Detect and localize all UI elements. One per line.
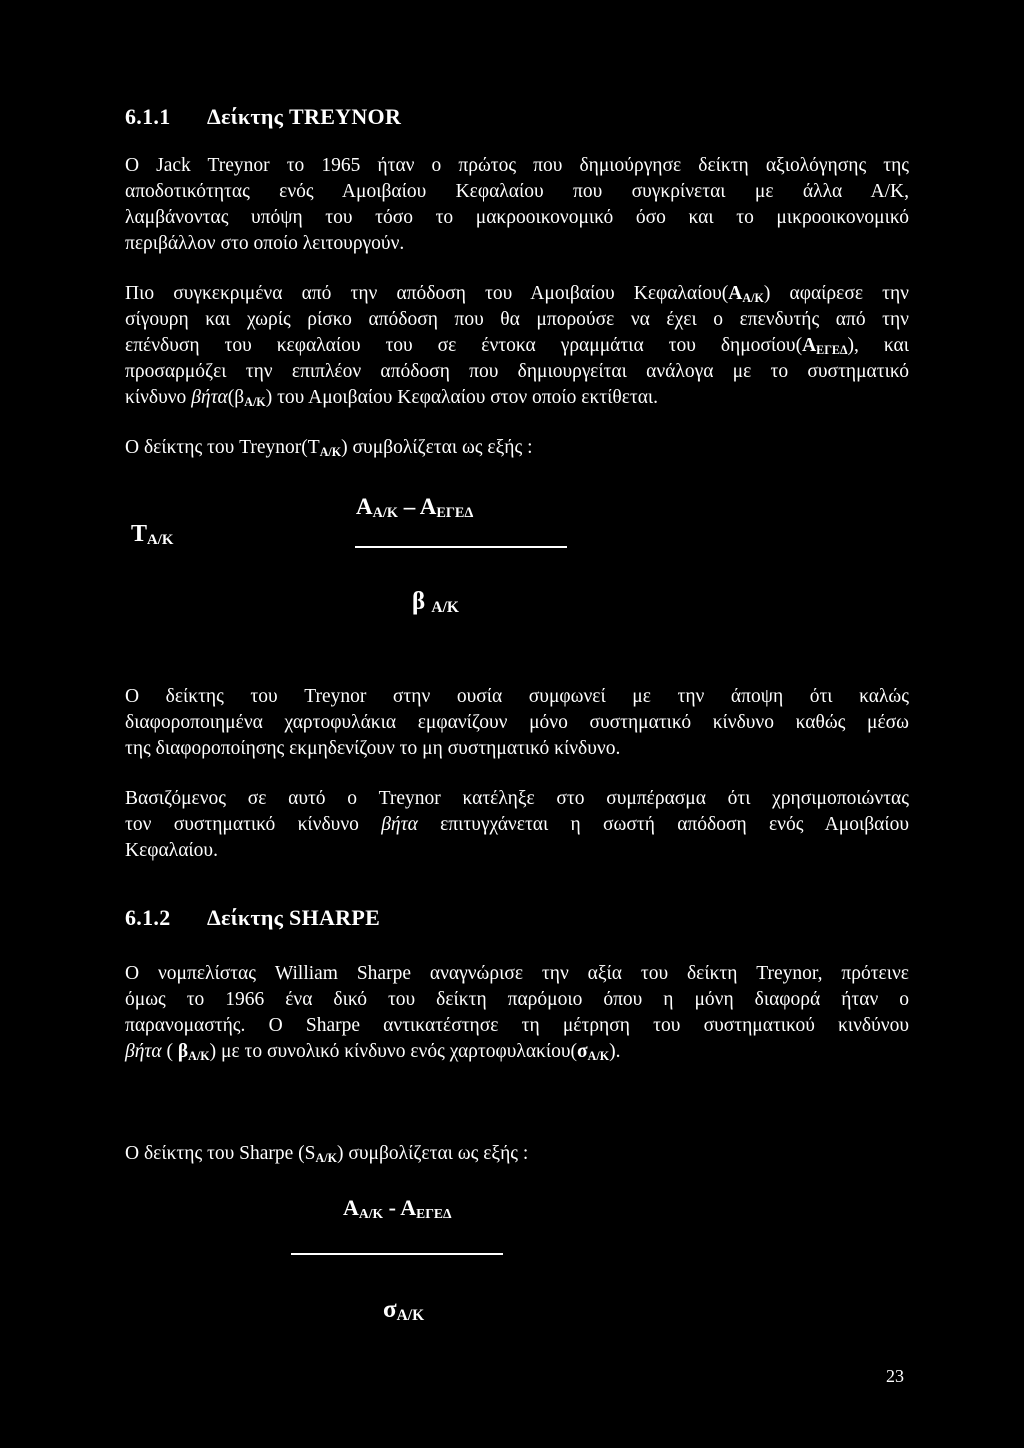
section-title: Δείκτης TREYNOR bbox=[207, 104, 402, 129]
paragraph-line: Βασιζόμενος σε αυτό ο Treynor κατέληξε στο συμπέρασμα ότι χρησιμοποιώντας bbox=[125, 788, 909, 809]
paragraph-line: επένδυση του κεφαλαίου του σε έντοκα γραμμάτια του $\delta\eta\mu o\sigma ίo\upsilon(A_{E\Gamma E\Delta})$, και bbox=[125, 335, 909, 357]
sharpe-denominator: $\sigma_{A/K}$ bbox=[383, 1296, 425, 1324]
paragraph-line: προσαρμόζει την επιπλέον απόδοση που δημιουργείται ανάλογα με το συστηματικό bbox=[125, 361, 909, 382]
formula-denominator: β $_{A/K}$ bbox=[412, 588, 459, 616]
paragraph-line: διαφοροποιημένα χαρτοφυλάκια εμφανίζουν μόνο συστηματικό κίνδυνο καθώς μέσω bbox=[125, 712, 909, 733]
paragraph-line: Ο δείκτης του $Treynor(T_{A/K})$ συμβολίζεται ως εξής : bbox=[125, 437, 533, 459]
paragraph-line: τον συστηματικό κίνδυνο βήτα επιτυγχάνεται η σωστή απόδοση ενός Αμοιβαίου bbox=[125, 814, 909, 835]
section-number: 6.1.1 bbox=[125, 104, 171, 129]
fraction-bar bbox=[291, 1253, 503, 1255]
paragraph-line: σίγουρη και χωρίς ρίσκο απόδοση που θα μπορούσε να έχει ο επενδυτής από την bbox=[125, 309, 909, 330]
sharpe-numerator: $A_{A/K} - A_{E\Gamma E\Delta}$ bbox=[343, 1195, 452, 1221]
page-number: 23 bbox=[886, 1366, 904, 1386]
paragraph-line: Πιο συγκεκριμένα από την απόδοση του Αμοιβαίου $K\varepsilon\varphi\alpha\lambda\alpha ίo\upsilon(A_{A/K})$ αφαίρεσε την bbox=[125, 283, 909, 305]
paragraph-line: Ο δείκτης του Treynor στην ουσία συμφωνεί με την άποψη ότι καλώς bbox=[125, 686, 909, 707]
paragraph-line: αποδοτικότητας ενός Αμοιβαίου Κεφαλαίου που συγκρίνεται με άλλα Α/Κ, bbox=[125, 181, 909, 202]
paragraph-line: όμως το 1966 ένα δικό του δείκτη παρόμοιο όπου η μόνη διαφορά ήταν ο bbox=[125, 989, 909, 1010]
section-number: 6.1.2 bbox=[125, 905, 171, 930]
paragraph-line: Ο νομπελίστας William Sharpe αναγνώρισε την αξία του δείκτη Treynor, πρότεινε bbox=[125, 963, 909, 984]
paragraph-line: Ο δείκτης του Sharpe $(S_{A/K})$ συμβολίζεται ως εξής : bbox=[125, 1143, 529, 1165]
paragraph-line: Κεφαλαίου. bbox=[125, 840, 218, 861]
paragraph-line: κίνδυνο $\beta ή\tau\alpha(\beta_{A/K})$ του Αμοιβαίου Κεφαλαίου στον οποίο εκτίθεται. bbox=[125, 387, 659, 409]
paragraph-line: βήτα ( $\beta_{A/K}$) με το συνολικό κίνδυνο ενός $\chi\alpha\rho\tau o\varphi\upsilon\lambda\alpha\kappa ίo\upsilon(\sigma_{A/K})$. bbox=[125, 1041, 621, 1063]
paragraph-line: περιβάλλον στο οποίο λειτουργούν. bbox=[125, 233, 405, 254]
paragraph-line: της διαφοροποίησης εκμηδενίζουν το μη συστηματικό κίνδυνο. bbox=[125, 738, 621, 759]
formula-lhs: $T_{A/K}$ bbox=[131, 521, 174, 548]
paragraph-line: παρανομαστής. Ο Sharpe αντικατέστησε τη μέτρηση του συστηματικού κινδύνου bbox=[125, 1015, 909, 1036]
paragraph-line: Ο Jack Treynor το 1965 ήταν ο πρώτος που δημιούργησε δείκτη αξιολόγησης της bbox=[125, 155, 909, 176]
paragraph-line: λαμβάνοντας υπόψη του τόσο το μακροοικονομικό όσο και το μικροοικονομικό bbox=[125, 207, 909, 228]
fraction-bar bbox=[355, 546, 567, 548]
section-title: Δείκτης SHARPE bbox=[207, 905, 381, 930]
formula-numerator: $A_{A/K} - A_{E\Gamma E\Delta}$ bbox=[356, 494, 474, 521]
section-heading-sharpe bbox=[125, 905, 380, 931]
section-heading-treynor bbox=[125, 104, 401, 130]
